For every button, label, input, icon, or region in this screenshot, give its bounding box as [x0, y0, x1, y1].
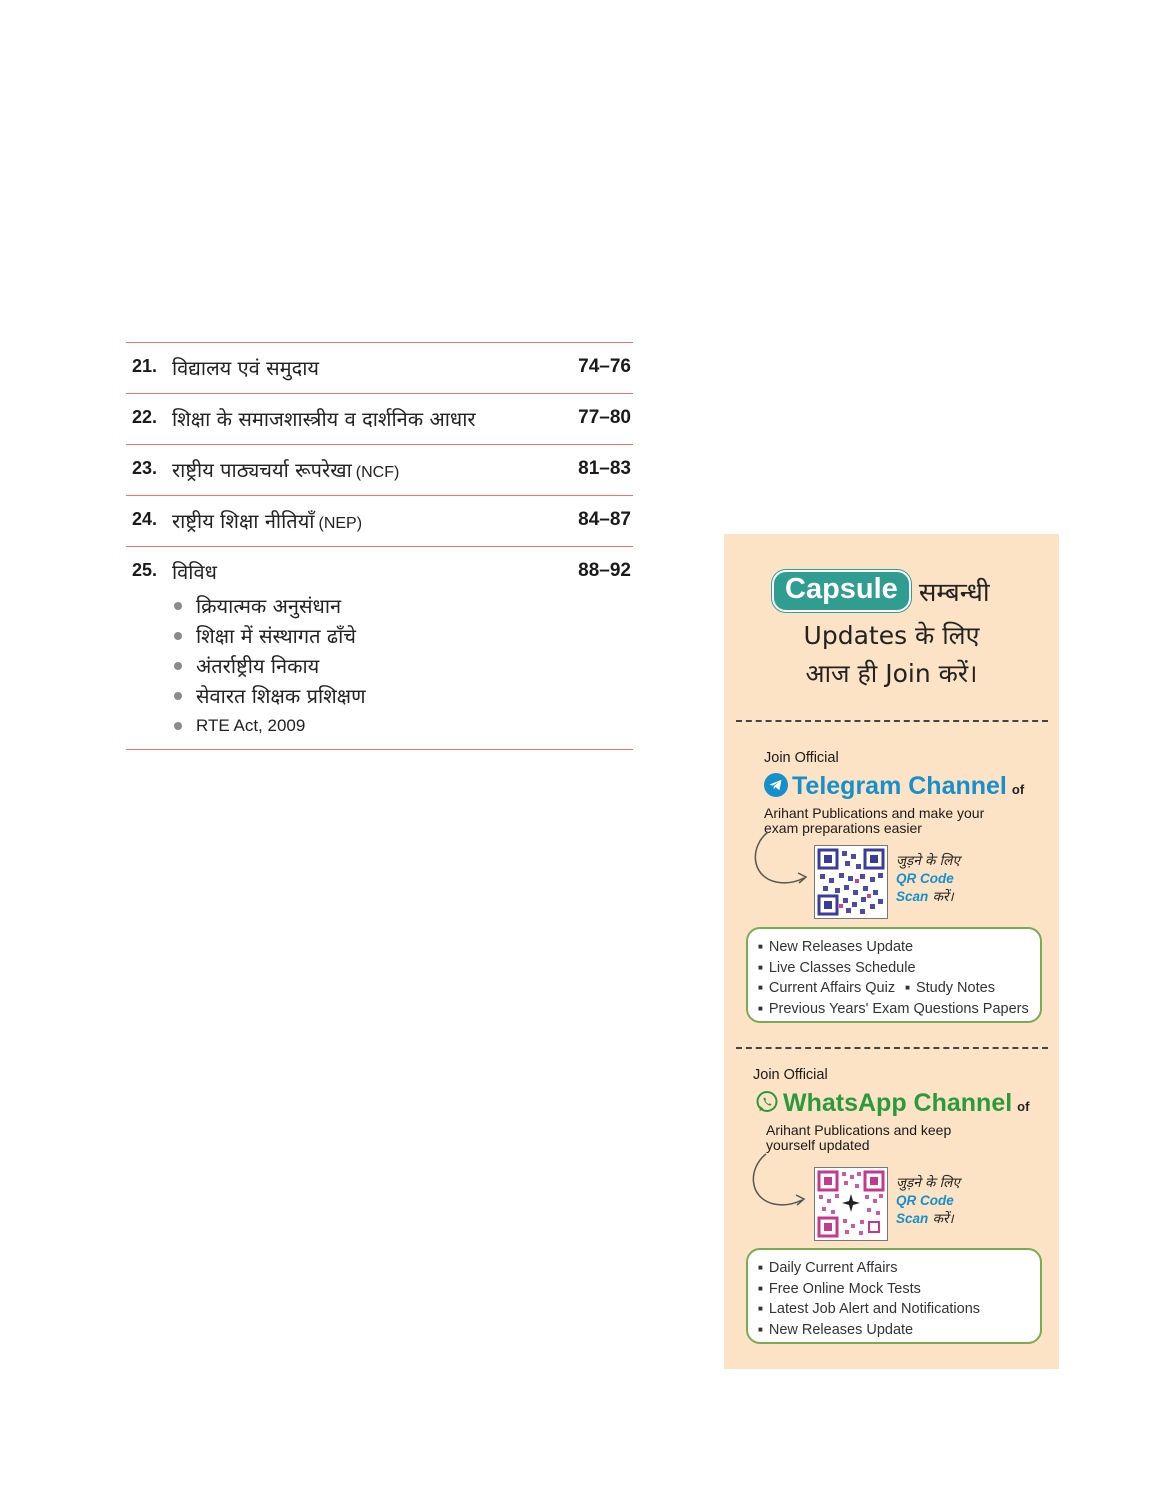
entry-title: शिक्षा के समाजशास्त्रीय व दार्शनिक आधार	[172, 407, 476, 431]
whatsapp-qr-code	[814, 1167, 888, 1241]
subtopic-item: सेवारत शिक्षक प्रशिक्षण	[172, 681, 366, 711]
telegram-icon	[764, 773, 788, 797]
capsule-badge: Capsule	[772, 570, 911, 612]
curved-arrow-icon	[746, 826, 816, 896]
entry-number: 25.	[132, 560, 158, 580]
toc-entry	[126, 343, 633, 394]
capsule-heading	[772, 570, 990, 612]
entry-pages: 74–76	[578, 356, 631, 377]
feature-item: ■ Daily Current Affairs	[758, 1258, 1040, 1279]
telegram-join-label: Join Official	[764, 750, 839, 766]
feature-item: ■ Live Classes Schedule	[758, 958, 1040, 979]
entry-number: 21.	[132, 356, 158, 376]
whatsapp-channel-title: WhatsApp Channel	[783, 1089, 1013, 1117]
toc-entry	[126, 547, 633, 750]
promo-line-join: आज ही Join करें।	[805, 659, 978, 688]
entry-title: राष्ट्रीय पाठ्यचर्या रूपरेखा (NCF)	[172, 458, 400, 482]
subtopic-list	[172, 591, 366, 741]
whatsapp-description: Arihant Publications and keep yourself updated	[766, 1122, 952, 1153]
curved-arrow-icon	[744, 1148, 814, 1218]
feature-item: ■ Current Affairs Quiz■ Study Notes	[758, 978, 1040, 999]
dashed-divider	[736, 1047, 1048, 1049]
toc-entry	[126, 445, 633, 496]
telegram-channel-heading	[764, 772, 1024, 801]
feature-item: ■ Free Online Mock Tests	[758, 1279, 1040, 1300]
whatsapp-join-label: Join Official	[753, 1067, 828, 1083]
toc-entry	[126, 394, 633, 445]
whatsapp-channel-heading	[755, 1089, 1029, 1118]
capsule-heading-rest: सम्बन्धी	[918, 578, 990, 608]
entry-title: विविध	[172, 560, 217, 584]
feature-item: ■ Previous Years' Exam Questions Papers	[758, 999, 1040, 1020]
whatsapp-features-box	[746, 1248, 1042, 1344]
telegram-qr-code	[814, 845, 888, 919]
entry-number: 23.	[132, 458, 158, 478]
whatsapp-of-label: of	[1017, 1099, 1030, 1114]
entry-pages: 81–83	[578, 458, 631, 479]
telegram-description: Arihant Publications and make your exam preparations easier	[764, 805, 985, 836]
table-of-contents	[126, 342, 633, 750]
whatsapp-icon	[755, 1090, 779, 1114]
entry-pages: 88–92	[578, 560, 631, 581]
promo-line-updates: Updates के लिए	[803, 621, 980, 650]
entry-abbreviation: (NCF)	[355, 464, 400, 481]
telegram-features-box	[746, 927, 1042, 1023]
feature-item: ■ New Releases Update	[758, 1320, 1040, 1341]
toc-entry	[126, 496, 633, 547]
entry-number: 22.	[132, 407, 158, 427]
subtopic-item: अंतर्राष्ट्रीय निकाय	[172, 651, 366, 681]
join-channel-promo-panel	[724, 534, 1059, 1369]
dashed-divider	[736, 720, 1048, 722]
entry-abbreviation: (NEP)	[318, 515, 363, 532]
entry-title: राष्ट्रीय शिक्षा नीतियाँ (NEP)	[172, 509, 363, 533]
subtopic-item: RTE Act, 2009	[172, 711, 366, 741]
entry-pages: 84–87	[578, 509, 631, 530]
feature-item: ■ New Releases Update	[758, 937, 1040, 958]
telegram-qr-instructions: जुड़ने के लिए QR Code Scan करें।	[896, 853, 960, 905]
telegram-of-label: of	[1011, 782, 1025, 797]
feature-item: ■ Latest Job Alert and Notifications	[758, 1299, 1040, 1320]
entry-pages: 77–80	[578, 407, 631, 428]
entry-title: विद्यालय एवं समुदाय	[172, 356, 320, 380]
subtopic-item: शिक्षा में संस्थागत ढाँचे	[172, 621, 366, 651]
entry-number: 24.	[132, 509, 158, 529]
subtopic-item: क्रियात्मक अनुसंधान	[172, 591, 366, 621]
whatsapp-qr-instructions: जुड़ने के लिए QR Code Scan करें।	[896, 1175, 960, 1227]
telegram-channel-title: Telegram Channel	[792, 772, 1007, 800]
